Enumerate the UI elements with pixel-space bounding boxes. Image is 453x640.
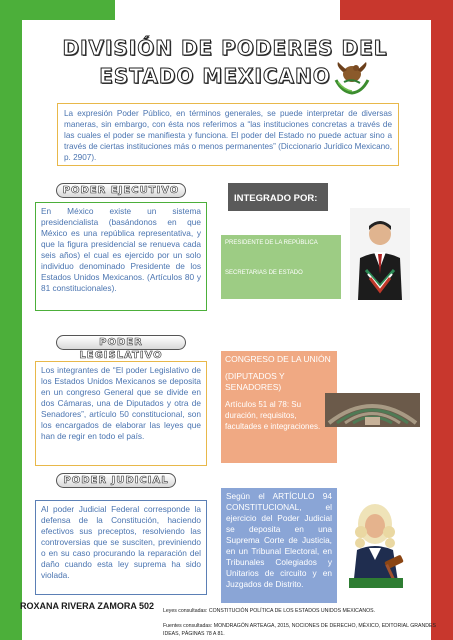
ejecutivo-body: En México existe un sistema presidencialista (basándonos en que México es una república representativa, y que la figura presidencial se renueva cada seis años) el cual es ejercido por un solo individuo denominado Presidente de los Estados Unidos Mexicanos. (Artículos 80 y 81 constitucionales). bbox=[35, 202, 207, 311]
judicial-heading: PODER JUDICIAL bbox=[56, 473, 176, 488]
right-red-stripe bbox=[431, 0, 453, 640]
page-title-line2: ESTADO MEXICANO bbox=[99, 64, 331, 88]
sources-line1: Fuentes consultadas: MONDRAGÓN ARTEAGA, 2015, NOCIONES DE DERECHO, MÉXICO, EDITORIAL GRANDES bbox=[163, 623, 436, 629]
congreso-members: (DIPUTADOS Y SENADORES) bbox=[225, 371, 285, 392]
page-title-line1: DIVISIÓN DE PODERES DEL bbox=[62, 36, 388, 60]
left-green-stripe bbox=[0, 0, 22, 640]
intro-quote-box: La expresión Poder Público, en términos generales, se puede interpretar de diversas maneras, sin embargo, con ésta nos referimos a “las instituciones concretas a través de las cuales el poder se manifiesta y funciona. El poder del Estado no puede actuar sino a través de ciertas instituciones más o menos permanentes” (Diccionario Jurídico Mexicano, p. 2907). bbox=[57, 103, 399, 166]
legislativo-side-panel bbox=[221, 351, 337, 463]
congreso-articles: Artículos 51 al 78: Su duración, requisitos, facultades e integraciones. bbox=[225, 400, 321, 431]
law-reference: Leyes consultadas: CONSTITUCIÓN POLÍTICA DE LOS ESTADOS UNIDOS MEXICANOS. bbox=[163, 608, 376, 614]
ejecutivo-members-panel bbox=[221, 235, 341, 299]
ejecutivo-heading: PODER EJECUTIVO bbox=[56, 183, 186, 198]
congreso-title: CONGRESO DE LA UNIÓN bbox=[225, 354, 331, 364]
top-center-white-band bbox=[115, 0, 340, 20]
legislativo-heading: PODER LEGISLATIVO bbox=[56, 335, 186, 350]
judicial-side-panel: Según el ARTÍCULO 94 CONSTITUCIONAL, el ejercicio del Poder Judicial se deposita en una Suprema Corte de Justicia, en un Tribunal Electoral, en Tribunales Colegiados y Unitarios de circuito y en Juzgados de Distrito. bbox=[221, 488, 337, 603]
mexican-eagle-emblem-icon bbox=[332, 60, 372, 96]
legislativo-body: Los integrantes de “El poder Legislativo de los Estados Unidos Mexicanos se deposita en un congreso General que se divide en dos Cámaras, una de Diputados y otra de Senadores”, artículo 50 constitucional, son los encargados de elaborar las leyes que han de regir en todo el país. bbox=[35, 361, 207, 466]
congress-chamber-icon bbox=[325, 393, 420, 427]
judicial-body: Al poder Judicial Federal corresponde la defensa de la Constitución, haciendo efectivos sus preceptos, resolviendo las controversias que se susciten, previniendo o en su caso procurando la reparación del daño cuando esta ley suprema ha sido violada. bbox=[35, 500, 207, 595]
author-name: ROXANA RIVERA ZAMORA 502 bbox=[20, 601, 155, 611]
judge-gavel-icon bbox=[345, 498, 407, 588]
member-secretarias: SECRETARIAS DE ESTADO bbox=[225, 270, 303, 276]
integrado-label-text: INTEGRADO POR: bbox=[234, 193, 318, 204]
integrado-label bbox=[228, 183, 328, 211]
sources-line2: IDEAS, PÁGINAS 78 A 81. bbox=[163, 631, 225, 637]
member-president: PRESIDENTE DE LA REPÚBLICA bbox=[225, 240, 318, 246]
president-portrait-icon bbox=[350, 208, 410, 300]
